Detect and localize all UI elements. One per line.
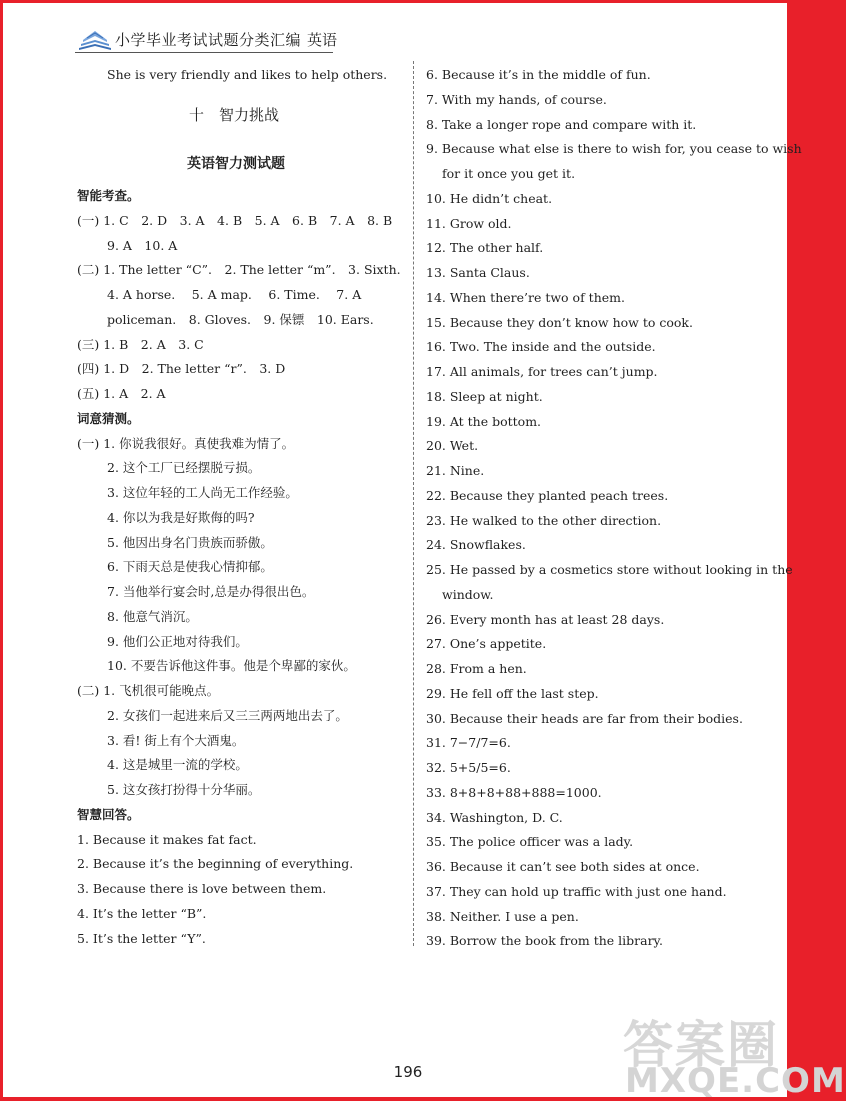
answer-line: 20. Wet. xyxy=(426,438,479,454)
answer-line: 2. Because it’s the beginning of everything. xyxy=(77,856,354,872)
page-number: 196 xyxy=(393,1063,423,1081)
answer-line: 28. From a hen. xyxy=(426,661,527,676)
answer-line: 4. It’s the letter “B”. xyxy=(77,905,207,921)
answer-line: 35. The police officer was a lady. xyxy=(426,834,634,850)
answer-line: (四) 1. D 2. The letter “r”. 3. D xyxy=(77,361,286,377)
section-heading: 智慧回答。 xyxy=(77,806,140,822)
answer-line: 8. Take a longer rope and compare with it. xyxy=(426,116,697,132)
answer-line: 13. Santa Claus. xyxy=(426,265,530,280)
answer-line: 2. 这个工厂已经摆脱亏损。 xyxy=(107,460,261,476)
answer-line: window. xyxy=(442,586,494,602)
section-title: 十 智力挑战 xyxy=(189,106,280,124)
answer-line: 9. A 10. A xyxy=(107,237,178,253)
section-subtitle: 英语智力测试题 xyxy=(187,156,285,172)
answer-line: 1. Because it makes fat fact. xyxy=(77,831,257,847)
answer-line: 3. 这位年轻的工人尚无工作经验。 xyxy=(107,485,298,500)
answer-line: 11. Grow old. xyxy=(426,215,512,231)
answer-line: 8. 他意气消沉。 xyxy=(107,608,198,624)
answer-line: 4. 你以为我是好欺侮的吗? xyxy=(107,509,255,525)
answer-line: 38. Neither. I use a pen. xyxy=(426,908,579,924)
intro-line: She is very friendly and likes to help others. xyxy=(107,67,388,82)
answer-line: 18. Sleep at night. xyxy=(426,388,543,404)
answer-line: 5. 这女孩打扮得十分华丽。 xyxy=(107,782,261,797)
answer-line: 10. He didn’t cheat. xyxy=(426,190,553,206)
answer-line: for it once you get it. xyxy=(442,166,576,181)
watermark-logo: 答案圈 xyxy=(623,1016,779,1074)
answer-line: 2. 女孩们一起进来后又三三两两地出去了。 xyxy=(107,707,348,723)
answer-line: (一) 1. 你说我很好。真使我难为情了。 xyxy=(77,435,295,451)
page-header xyxy=(75,25,385,55)
answer-line: 26. Every month has at least 28 days. xyxy=(426,611,665,627)
answer-line: 31. 7−7/7=6. xyxy=(426,735,511,751)
column-divider xyxy=(413,61,414,946)
watermark-url: MXQE.COM xyxy=(625,1061,846,1101)
answer-line: 24. Snowflakes. xyxy=(426,537,526,553)
answer-line: 9. Because what else is there to wish for, you cease to wish xyxy=(426,141,802,157)
subject-label: 英语 xyxy=(307,31,338,49)
answer-line: 33. 8+8+8+88+888=1000. xyxy=(426,784,602,800)
header-rule xyxy=(75,52,333,53)
answer-line: 29. He fell off the last step. xyxy=(426,685,599,701)
answer-line: 39. Borrow the book from the library. xyxy=(426,933,663,949)
answer-line: 14. When there’re two of them. xyxy=(426,289,625,305)
section-heading: 智能考查。 xyxy=(77,188,140,203)
answer-line: 19. At the bottom. xyxy=(426,413,542,429)
answer-line: 32. 5+5/5=6. xyxy=(426,760,511,775)
answer-line: 6. 下雨天总是使我心情抑郁。 xyxy=(107,559,273,575)
answer-line: 3. 看! 街上有个大酒鬼。 xyxy=(107,732,245,748)
answer-line: 23. He walked to the other direction. xyxy=(426,512,662,528)
answer-line: 36. Because it can’t see both sides at once. xyxy=(426,859,700,874)
answer-line: 25. He passed by a cosmetics store without looking in the xyxy=(426,562,793,577)
answer-line: 4. 这是城里一流的学校。 xyxy=(107,757,248,773)
answer-line: 27. One’s appetite. xyxy=(426,636,547,652)
book-title: 小学毕业考试试题分类汇编 xyxy=(115,31,302,49)
answer-line: (二) 1. The letter “C”. 2. The letter “m”. 3. Sixth. xyxy=(77,262,401,278)
answer-line: 5. 他因出身名门贵族而骄傲。 xyxy=(107,534,273,550)
answer-line: 21. Nine. xyxy=(426,463,485,478)
answer-line: policeman. 8. Gloves. 9. 保镖 10. Ears. xyxy=(107,311,374,327)
answer-line: 7. With my hands, of course. xyxy=(426,91,607,107)
page xyxy=(3,3,846,1101)
answer-line: (三) 1. B 2. A 3. C xyxy=(77,336,204,352)
answer-line: 17. All animals, for trees can’t jump. xyxy=(426,364,658,379)
answer-line: 10. 不要告诉他这件事。他是个卑鄙的家伙。 xyxy=(107,658,356,674)
answer-line: 5. It’s the letter “Y”. xyxy=(77,930,206,946)
answer-line: (二) 1. 飞机很可能晚点。 xyxy=(77,683,220,698)
answer-line: 37. They can hold up traffic with just one hand. xyxy=(426,883,727,899)
answer-line: (五) 1. A 2. A xyxy=(77,386,166,401)
answer-line: 34. Washington, D. C. xyxy=(426,809,563,825)
book-stack-icon xyxy=(77,28,113,52)
answer-line: 3. Because there is love between them. xyxy=(77,881,327,896)
answer-line: 6. Because it’s in the middle of fun. xyxy=(426,67,651,82)
answer-line: 9. 他们公正地对待我们。 xyxy=(107,633,248,649)
answer-line: 30. Because their heads are far from their bodies. xyxy=(426,710,743,726)
answer-line: 12. The other half. xyxy=(426,240,544,256)
answer-line: 15. Because they don’t know how to cook. xyxy=(426,314,693,330)
answer-line: (一) 1. C 2. D 3. A 4. B 5. A 6. B 7. A 8. B xyxy=(77,212,393,228)
answer-line: 4. A horse. 5. A map. 6. Time. 7. A xyxy=(107,287,362,302)
answer-line: 16. Two. The inside and the outside. xyxy=(426,339,656,355)
answer-line: 7. 当他举行宴会时,总是办得很出色。 xyxy=(107,584,315,599)
answer-line: 22. Because they planted peach trees. xyxy=(426,487,669,503)
section-heading: 词意猜测。 xyxy=(77,410,140,426)
